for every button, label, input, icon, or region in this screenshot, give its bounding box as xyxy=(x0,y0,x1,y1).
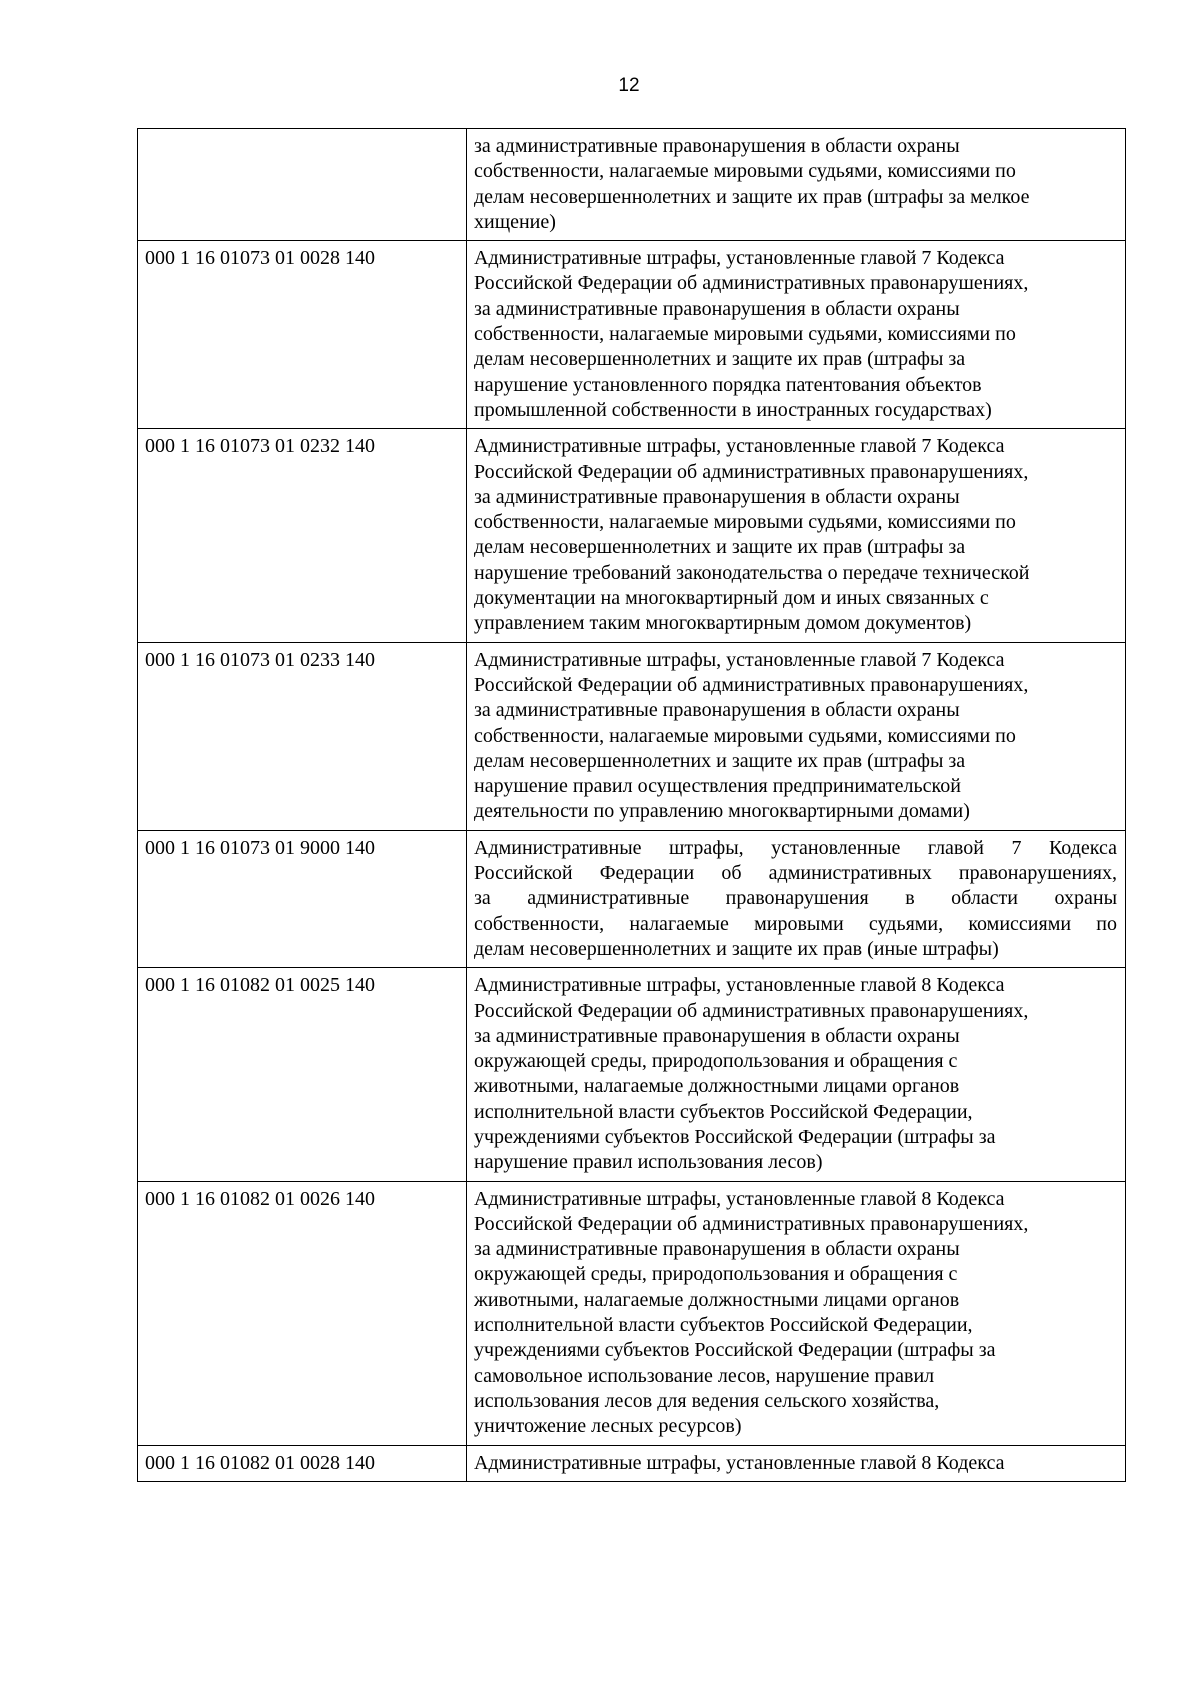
description-line: управлением таким многоквартирным домом документов) xyxy=(474,612,972,635)
description-line: исполнительной власти субъектов Российской Федерации, xyxy=(474,1314,973,1337)
description-line: окружающей среды, природопользования и обращения с xyxy=(474,1263,958,1286)
table-row xyxy=(138,1445,1126,1481)
description-line: за административные правонарушения в области охраны xyxy=(474,297,960,320)
row-description xyxy=(467,642,1126,830)
row-code: 000 1 16 01073 01 0233 140 xyxy=(138,642,467,830)
description-line: учреждениями субъектов Российской Федерации (штрафы за xyxy=(474,1125,996,1148)
description-line: документации на многоквартирный дом и иных связанных с xyxy=(474,587,989,610)
row-code: 000 1 16 01082 01 0028 140 xyxy=(138,1445,467,1481)
table-row xyxy=(138,968,1126,1181)
description-line: Административные штрафы, установленные главой 7 Кодекса xyxy=(474,836,1117,859)
row-description xyxy=(467,1445,1126,1481)
description-line: делам несовершеннолетних и защите их прав (иные штрафы) xyxy=(474,937,999,960)
description-line: за административные правонарушения в области охраны xyxy=(474,135,960,157)
description-line: делам несовершеннолетних и защите их прав (штрафы за мелкое xyxy=(474,185,1030,208)
budget-code-table xyxy=(137,128,1126,1482)
description-line: за административные правонарушения в области охраны xyxy=(474,485,960,508)
description-line: собственности, налагаемые мировыми судьями, комиссиями по xyxy=(474,323,1016,346)
description-line: промышленной собственности в иностранных государствах) xyxy=(474,398,992,421)
description-line: самовольное использование лесов, нарушение правил xyxy=(474,1364,935,1387)
description-line: за административные правонарушения в области охраны xyxy=(474,1024,960,1047)
row-code: 000 1 16 01082 01 0026 140 xyxy=(138,1181,467,1445)
row-description xyxy=(467,830,1126,967)
description-line: Российской Федерации об административных правонарушениях, xyxy=(474,1212,1029,1235)
description-line: нарушение правил осуществления предпринимательской xyxy=(474,775,961,798)
description-line: Административные штрафы, установленные главой 7 Кодекса xyxy=(474,247,1005,270)
description-line: собственности, налагаемые мировыми судьями, комиссиями по xyxy=(474,724,1016,747)
description-line: исполнительной власти субъектов Российской Федерации, xyxy=(474,1100,973,1123)
description-line: делам несовершеннолетних и защите их прав (штрафы за xyxy=(474,348,966,371)
description-line: делам несовершеннолетних и защите их прав (штрафы за xyxy=(474,749,966,772)
table-row xyxy=(138,429,1126,642)
description-line: нарушение установленного порядка патентования объектов xyxy=(474,373,982,396)
description-line: Административные штрафы, установленные главой 8 Кодекса xyxy=(474,1451,1005,1474)
table-row xyxy=(138,642,1126,830)
description-line: нарушение правил использования лесов) xyxy=(474,1151,823,1174)
description-line: животными, налагаемые должностными лицами органов xyxy=(474,1288,960,1311)
description-line: Административные штрафы, установленные главой 8 Кодекса xyxy=(474,1187,1005,1210)
row-code xyxy=(138,129,467,241)
table-row xyxy=(138,241,1126,429)
description-line: Российской Федерации об административных правонарушениях, xyxy=(474,862,1117,885)
description-line: животными, налагаемые должностными лицами органов xyxy=(474,1075,960,1098)
description-line: окружающей среды, природопользования и обращения с xyxy=(474,1050,958,1073)
description-line: собственности, налагаемые мировыми судьями, комиссиями по xyxy=(474,160,1016,183)
description-line: Российской Федерации об административных правонарушениях, xyxy=(474,272,1029,295)
description-line: использования лесов для ведения сельского хозяйства, xyxy=(474,1389,940,1412)
page-number: 12 xyxy=(618,75,640,96)
description-line: Административные штрафы, установленные главой 7 Кодекса xyxy=(474,648,1005,671)
description-line: за административные правонарушения в области охраны xyxy=(474,1238,960,1261)
description-line: собственности, налагаемые мировыми судьями, комиссиями по xyxy=(474,912,1117,935)
description-line: Российской Федерации об административных правонарушениях, xyxy=(474,673,1029,696)
row-description xyxy=(467,129,1126,241)
description-line: нарушение требований законодательства о передаче технической xyxy=(474,561,1030,584)
description-line: за административные правонарушения в области охраны xyxy=(474,699,960,722)
row-code: 000 1 16 01073 01 9000 140 xyxy=(138,830,467,967)
table-row xyxy=(138,1181,1126,1445)
description-line: хищение) xyxy=(474,210,556,233)
description-line: собственности, налагаемые мировыми судьями, комиссиями по xyxy=(474,511,1016,534)
description-line: за административные правонарушения в области охраны xyxy=(474,887,1117,910)
description-line: уничтожение лесных ресурсов) xyxy=(474,1415,742,1438)
row-description xyxy=(467,429,1126,642)
row-code: 000 1 16 01073 01 0028 140 xyxy=(138,241,467,429)
description-line: деятельности по управлению многоквартирными домами) xyxy=(474,800,970,823)
description-line: Российской Федерации об административных правонарушениях, xyxy=(474,999,1029,1022)
description-line: Административные штрафы, установленные главой 7 Кодекса xyxy=(474,435,1005,458)
row-code: 000 1 16 01082 01 0025 140 xyxy=(138,968,467,1181)
table-row xyxy=(138,830,1126,967)
row-description xyxy=(467,1181,1126,1445)
description-line: делам несовершеннолетних и защите их прав (штрафы за xyxy=(474,536,966,559)
row-description xyxy=(467,968,1126,1181)
table-row xyxy=(138,129,1126,241)
description-line: Российской Федерации об административных правонарушениях, xyxy=(474,460,1029,483)
description-line: Административные штрафы, установленные главой 8 Кодекса xyxy=(474,974,1005,997)
row-code: 000 1 16 01073 01 0232 140 xyxy=(138,429,467,642)
row-description xyxy=(467,241,1126,429)
description-line: учреждениями субъектов Российской Федерации (штрафы за xyxy=(474,1339,996,1362)
